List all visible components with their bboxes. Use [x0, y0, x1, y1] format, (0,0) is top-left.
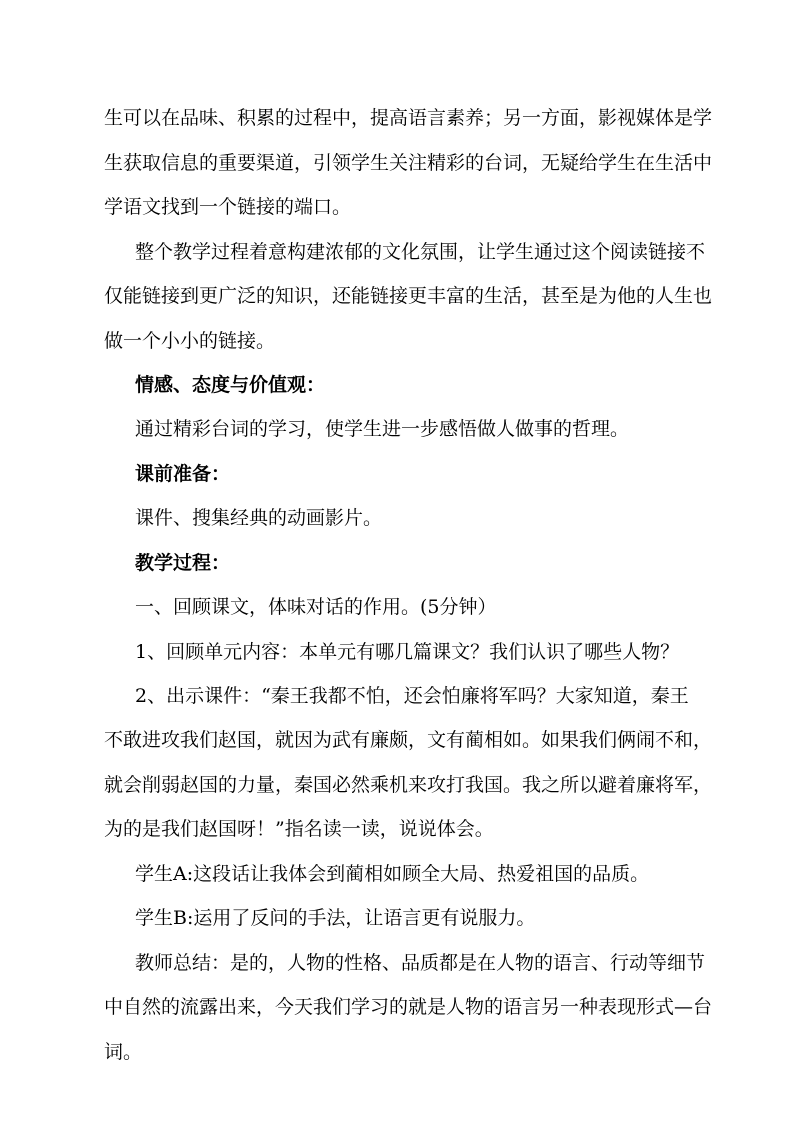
paragraph-line: 做一个小小的链接。	[104, 330, 276, 352]
paragraph-line: 学语文找到一个链接的端口。	[104, 196, 352, 218]
paragraph-line: 词。	[104, 1041, 143, 1063]
paragraph-line: 1、回顾单元内容：本单元有哪几篇课文？我们认识了哪些人物？	[135, 641, 680, 663]
paragraph-line: 课件、搜集经典的动画影片。	[135, 507, 383, 529]
paragraph-line: 一、回顾课文，体味对话的作用。(5分钟）	[135, 596, 497, 618]
paragraph-line: 不敢进攻我们赵国，就因为武有廉颇，文有蔺相如。如果我们俩闹不和，	[104, 729, 713, 751]
section-heading: 教学过程：	[135, 552, 231, 574]
paragraph-line: 生获取信息的重要渠道，引领学生关注精彩的台词，无疑给学生在生活中	[104, 152, 713, 174]
paragraph-line: 整个教学过程着意构建浓郁的文化氛围，让学生通过这个阅读链接不	[135, 241, 706, 263]
paragraph-line: 生可以在品味、积累的过程中，提高语言素养；另一方面，影视媒体是学	[104, 107, 713, 129]
paragraph-line: 就会削弱赵国的力量，秦国必然乘机来攻打我国。我之所以避着廉将军，	[104, 774, 713, 796]
paragraph-line: 教师总结：是的，人物的性格、品质都是在人物的语言、行动等细节	[135, 952, 706, 974]
paragraph-line: 仅能链接到更广泛的知识，还能链接更丰富的生活，甚至是为他的人生也	[104, 285, 713, 307]
paragraph-line: 为的是我们赵国呀！”指名读一读，说说体会。	[104, 818, 494, 840]
paragraph-line: 2、出示课件：“秦王我都不怕，还会怕廉将军吗？大家知道，秦王	[135, 685, 689, 707]
section-heading: 情感、态度与价值观：	[135, 374, 326, 396]
paragraph-line: 中自然的流露出来，今天我们学习的就是人物的语言另一种表现形式—台	[104, 996, 713, 1018]
paragraph-line: 通过精彩台词的学习，使学生进一步感悟做人做事的哲理。	[135, 418, 630, 440]
paragraph-line: 学生A:这段话让我体会到蔺相如顾全大局、热爱祖国的品质。	[135, 863, 650, 885]
section-heading: 课前准备：	[135, 463, 231, 485]
paragraph-line: 学生B:运用了反问的手法，让语言更有说服力。	[135, 907, 536, 929]
